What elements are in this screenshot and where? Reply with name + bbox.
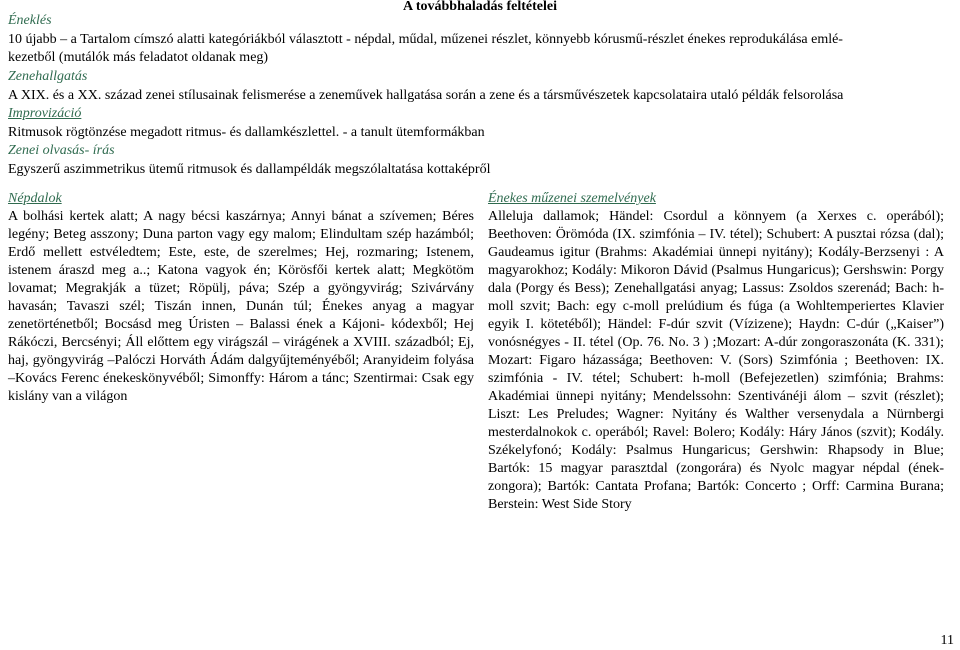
section-body-improvizacio: Ritmusok rögtönzése megadott ritmus- és dallamkészlettel. - a tanult ütemformákban [8, 125, 485, 140]
art-music-heading: Énekes műzenei szemelvények [488, 191, 656, 206]
section-body-ekles-line-2: kezetből (mutálók más feladatot oldanak meg) [8, 50, 269, 65]
section-body-ekles-line-1: 10 újabb – a Tartalom címszó alatti kategóriákból választott - népdal, műdal, műzenei részlet, könnyebb kórusmű-részlet énekes reprodukálása emlé- [8, 32, 843, 47]
section-heading-zenehallgatas: Zenehallgatás [8, 69, 88, 84]
page-title: A továbbhaladás feltételei [403, 0, 557, 14]
section-heading-zenei-olvasas: Zenei olvasás- írás [8, 143, 115, 158]
folk-songs-heading: Népdalok [8, 191, 62, 206]
section-body-zenehallgatas: A XIX. és a XX. század zenei stílusainak felismerése a zeneművek hallgatása során a zene és a társművészetek kapcsolataira utaló példák felsorolása [8, 88, 844, 103]
folk-songs-column [8, 190, 474, 406]
page-number: 11 [940, 633, 954, 648]
art-music-list: Alleluja dallamok; Händel: Csordul a könnyem (a Xerxes c. operából); Beethoven: Örömóda (IX. szimfónia – IV. tétel); Schubert: A pusztai rózsa (dal); Gaudeamus igitur (Brahms: Akadémiai ünnepi nyitány); Kodály-Berzsenyi : A magyarokhoz; Kodály: Mikoron Dávid (Psalmus Hungaricus); Gershswin: Porgy dala (Porgy és Bess); Zenehallgatási anyag; Lassus: Zsoldos szerenád; Bach: h-moll szvit; Bach: egy c-moll prelúdium és fúga (a Wohltemperiertes Klavier egyik I. kötetéből); Händel: F-dúr szvit (Vízizene); Haydn: C-dúr („Kaiser”) vonósnégyes - II. tétel (Op. 76. No. 3 ) ;Mozart: A-dúr zongoraszonáta (K. 331); Mozart: Figaro házassága; Beethoven: V. (Sors) Szimfónia ; Beethoven: IX. szimfónia - IV. tétel; Schubert: h-moll (Befejezetlen) szimfónia; Brahms: Akadémiai ünnepi nyitány; Mendelssohn: Szentivánéji álom – szvit (részlet); Liszt: Les Preludes; Wagner: Nyitány és Walther versenydala a Nürnbergi mesterdalnokok c. operából; Ravel: Bolero; Kodály: Háry János (szvit); Kodály. Székelyfonó; Kodály: Psalmus Hungaricus; Gershwin: Rhapsody in Blue; Bartók: 15 magyar parasztdal (zongorára) és Nyolc magyar népdal (ének-zongora); Bartók: Cantata Profana; Bartók: Concerto ; Orff: Carmina Burana; Berstein: West Side Story [488, 209, 944, 512]
section-heading-improvizacio: Improvizáció [8, 106, 82, 121]
art-music-column [488, 190, 944, 514]
folk-songs-list: A bolhási kertek alatt; A nagy bécsi kaszárnya; Annyi bánat a szívemen; Béres legény; Beteg asszony; Duna parton vagy egy malom; Elindultam szép hazámból; Erdő mellett estvéledtem; Este, este, de szerelmes; Hej, rozmaring; Istenem, istenem áraszd meg a..; Katona vagyok én; Körösfői kertek alatt; Megkötöm lovamat; Megrakják a tüzet; Röpülj, páva; Szép a gyöngyvirág; Szivárvány havasán; Tavaszi szél; Tiszán innen, Dunán túl; Énekes anyag a magyar zenetörténetből; Bocsásd meg Úristen – Balassi ének a Kájoni- kódexből; Hej Rákóczi, Bercsényi; Áll előttem egy virágszál – virágének a XVIII. századból; Ej, haj, gyöngyvirág –Palóczi Horváth Ádám dalgyűjteményéből; Aranyideim folyása –Kovács Ferenc énekeskönyvéből; Simonffy: Három a tánc; Szentirmai: Csak egy kislány van a világon [8, 209, 474, 404]
section-heading-ekles: Éneklés [8, 13, 52, 28]
section-body-zenei-olvasas: Egyszerű aszimmetrikus ütemű ritmusok és dallampéldák megszólaltatása kottaképről [8, 162, 491, 177]
